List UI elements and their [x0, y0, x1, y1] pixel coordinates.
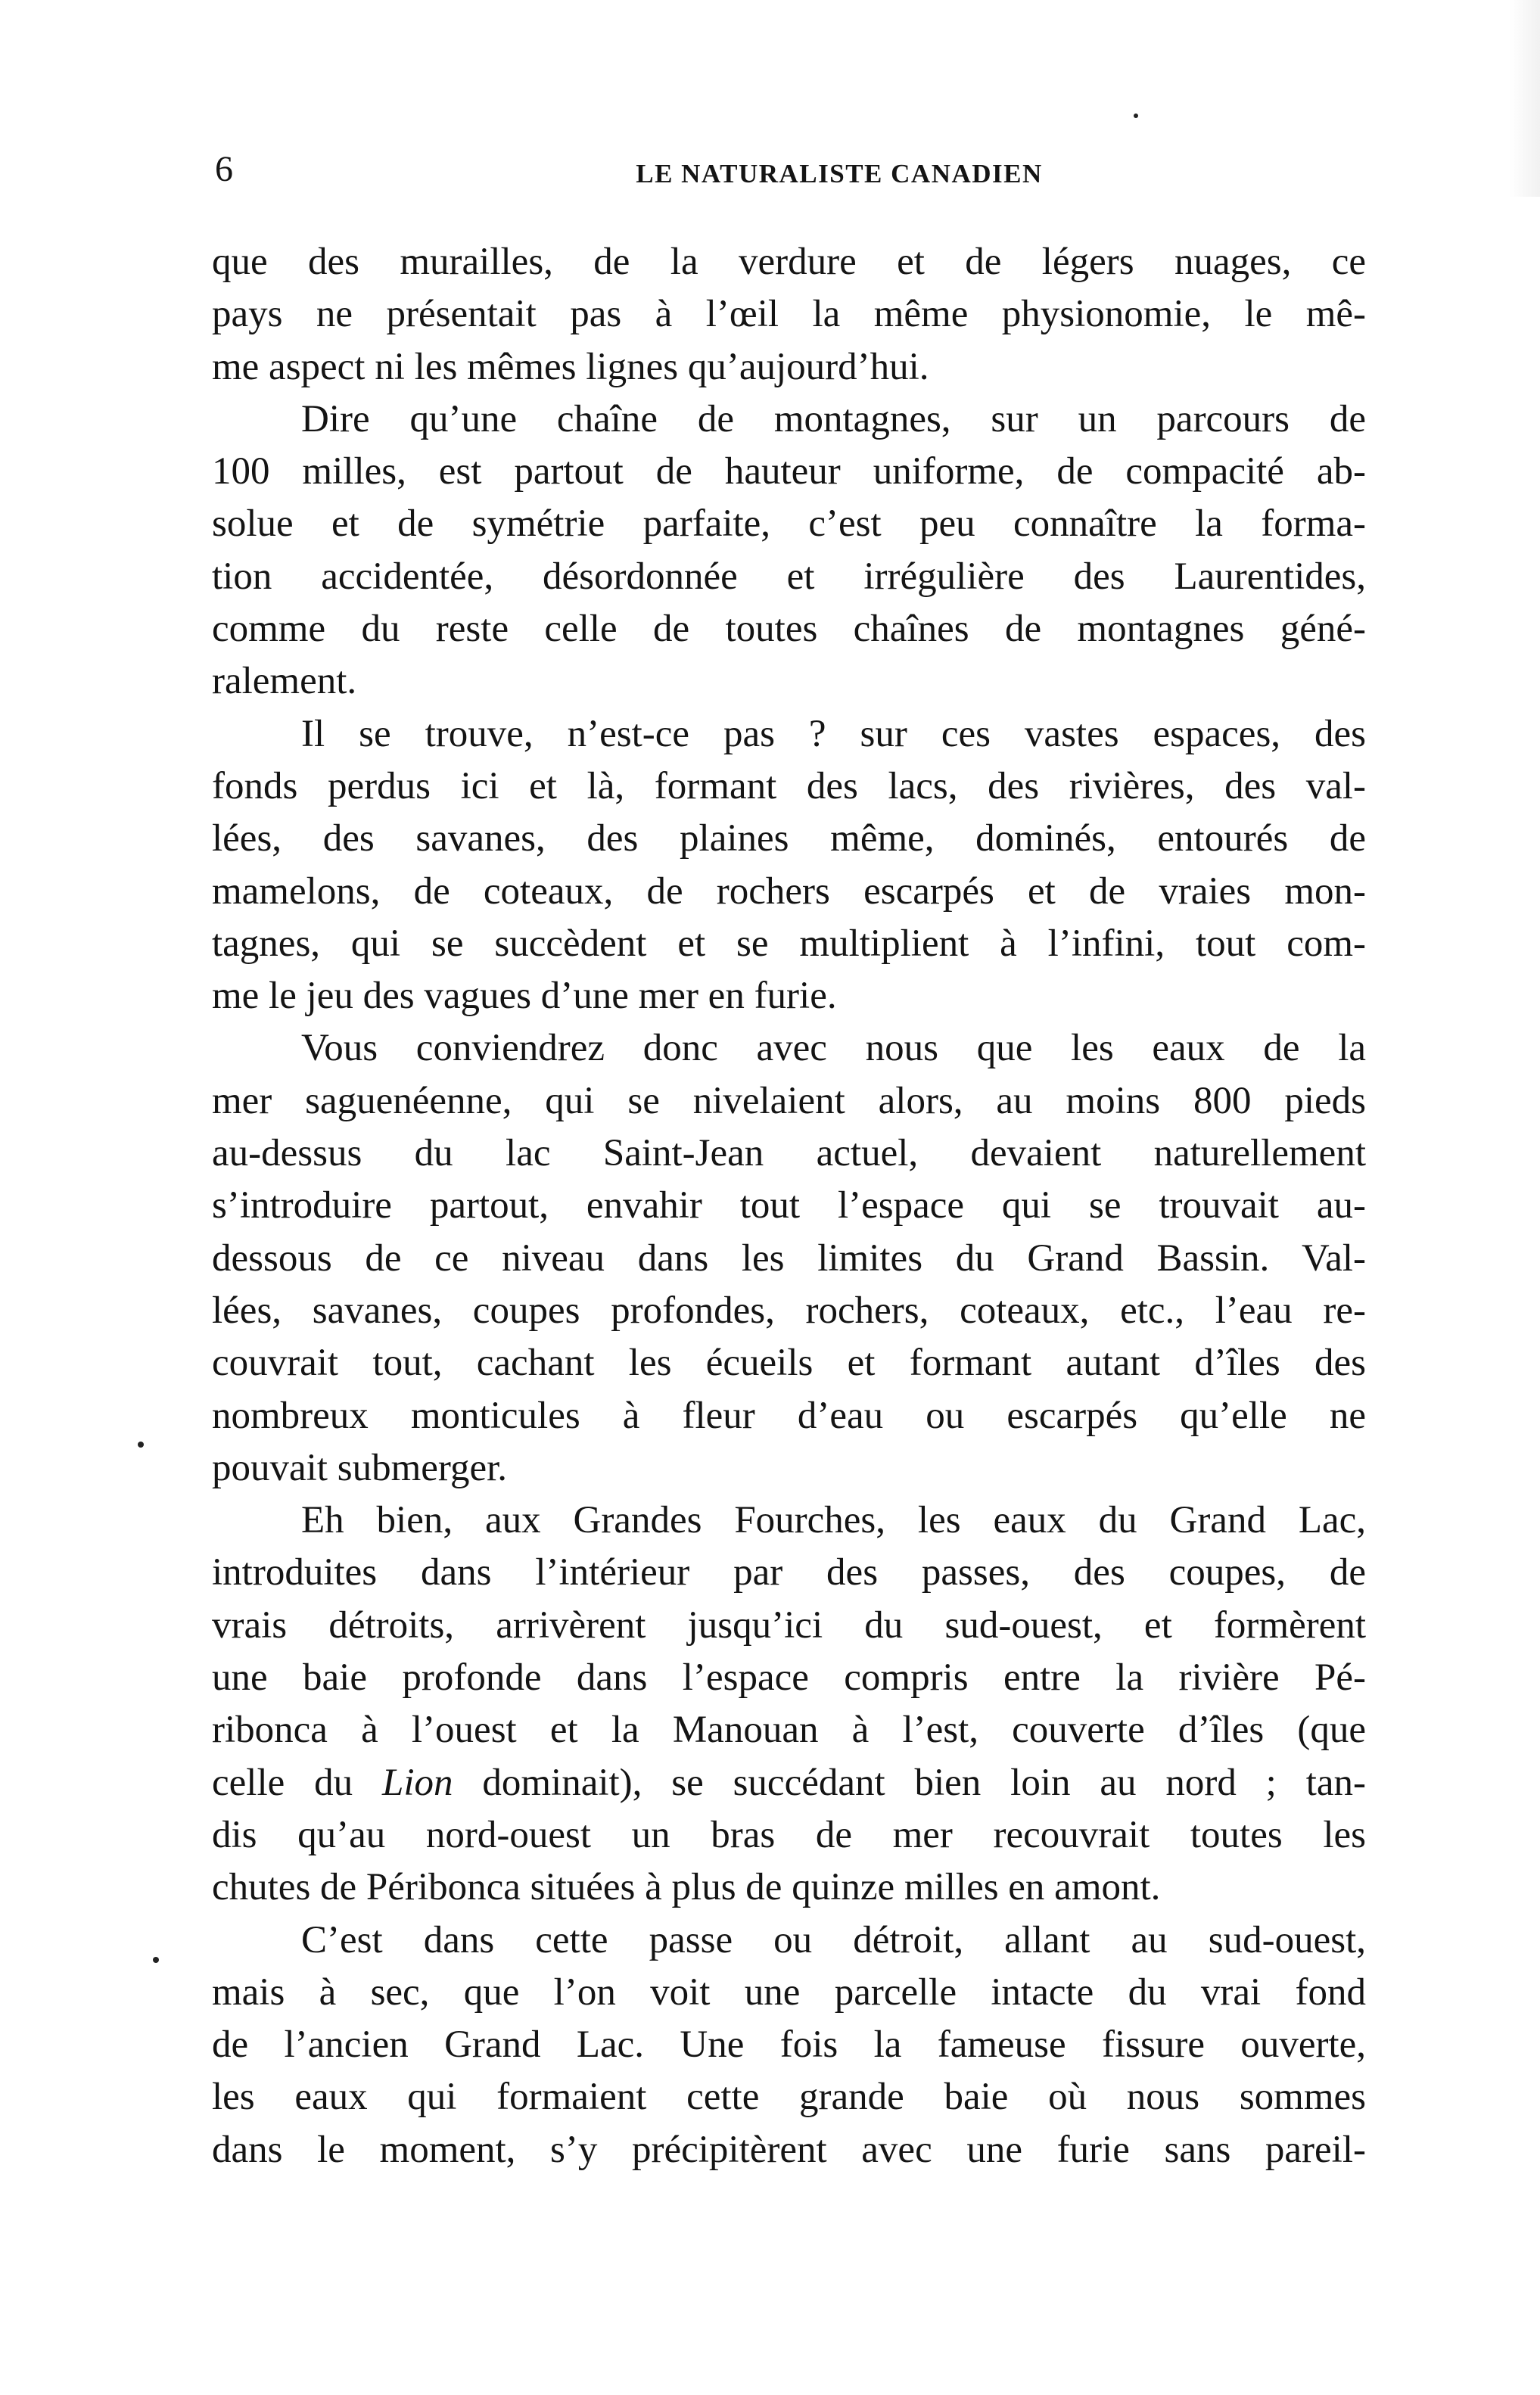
margin-speck — [153, 1957, 159, 1963]
text-line: me aspect ni les mêmes lignes qu’aujourd’hui. — [212, 345, 929, 388]
text-line: me le jeu des vagues d’une mer en furie. — [212, 975, 837, 1018]
text-line: dessous de ce niveau dans les limites du Grand Bassin. Val- — [212, 1236, 1366, 1280]
text-line: au-dessus du lac Saint-Jean actuel, devaient naturellement — [212, 1132, 1366, 1175]
margin-speck — [138, 1442, 144, 1448]
text-line: solue et de symétrie parfaite, c’est peu connaître la forma- — [212, 502, 1366, 546]
text-line: vrais détroits, arrivèrent jusqu’ici du sud-ouest, et formèrent — [212, 1603, 1366, 1647]
text-line: fonds perdus ici et là, formant des lacs, des rivières, des val- — [212, 764, 1366, 807]
text-line: celle du Lion dominait), se succédant bien loin au nord ; tan- — [212, 1761, 1366, 1804]
text-line: Dire qu’une chaîne de montagnes, sur un parcours de — [301, 397, 1366, 440]
text-line: pouvait submerger. — [212, 1446, 507, 1489]
text-line: mamelons, de coteaux, de rochers escarpés et de vraies mon- — [212, 869, 1366, 913]
text-line: mais à sec, que l’on voit une parcelle intacte du vrai fond — [212, 1970, 1366, 2014]
text-line: comme du reste celle de toutes chaînes de montagnes géné- — [212, 608, 1366, 651]
body-text — [212, 236, 1366, 2176]
text-line: Eh bien, aux Grandes Fourches, les eaux du Grand Lac, — [301, 1499, 1366, 1542]
running-title: LE NATURALISTE CANADIEN — [636, 159, 1043, 188]
text-line: lées, des savanes, des plaines même, dominés, entourés de — [212, 817, 1366, 860]
text-line: Vous conviendrez donc avec nous que les eaux de la — [301, 1027, 1366, 1070]
text-line: couvrait tout, cachant les écueils et formant autant d’îles des — [212, 1342, 1366, 1385]
text-line: de l’ancien Grand Lac. Une fois la fameuse fissure ouverte, — [212, 2023, 1366, 2067]
text-line: Il se trouve, n’est-ce pas ? sur ces vastes espaces, des — [301, 712, 1366, 755]
text-line: dans le moment, s’y précipitèrent avec une furie sans pareil- — [212, 2128, 1366, 2171]
scan-edge-shadow — [1510, 0, 1540, 197]
text-line: 100 milles, est partout de hauteur uniforme, de compacité ab- — [212, 450, 1366, 493]
page-header — [215, 148, 1365, 201]
margin-speck — [1134, 114, 1138, 118]
text-line: C’est dans cette passe ou détroit, allant au sud-ouest, — [301, 1918, 1366, 1961]
text-line: mer saguenéenne, qui se nivelaient alors, au moins 800 pieds — [212, 1079, 1366, 1122]
text-line: chutes de Péribonca situées à plus de quinze milles en amont. — [212, 1866, 1161, 1909]
text-line: ribonca à l’ouest et la Manouan à l’est, couverte d’îles (que — [212, 1709, 1366, 1752]
text-line: une baie profonde dans l’espace compris entre la rivière Pé- — [212, 1656, 1366, 1700]
italic-word: Lion — [381, 1761, 453, 1804]
text-line: lées, savanes, coupes profondes, rochers, coteaux, etc., l’eau re- — [212, 1289, 1366, 1332]
text-line: dis qu’au nord-ouest un bras de mer recouvrait toutes les — [212, 1813, 1366, 1856]
text-line: s’introduire partout, envahir tout l’espace qui se trouvait au- — [212, 1184, 1366, 1227]
text-line: tion accidentée, désordonnée et irrégulière des Laurentides, — [212, 555, 1366, 598]
text-line: ralement. — [212, 660, 357, 703]
text-line: les eaux qui formaient cette grande baie où nous sommes — [212, 2076, 1366, 2119]
text-line: tagnes, qui se succèdent et se multiplient à l’infini, tout com- — [212, 922, 1366, 965]
text-line: que des murailles, de la verdure et de légers nuages, ce — [212, 241, 1366, 283]
text-line: nombreux monticules à fleur d’eau ou escarpés qu’elle ne — [212, 1394, 1366, 1437]
text-line: pays ne présentait pas à l’œil la même physionomie, le mê- — [212, 293, 1366, 336]
text-line: introduites dans l’intérieur par des passes, des coupes, de — [212, 1551, 1366, 1594]
page-number: 6 — [215, 149, 233, 189]
